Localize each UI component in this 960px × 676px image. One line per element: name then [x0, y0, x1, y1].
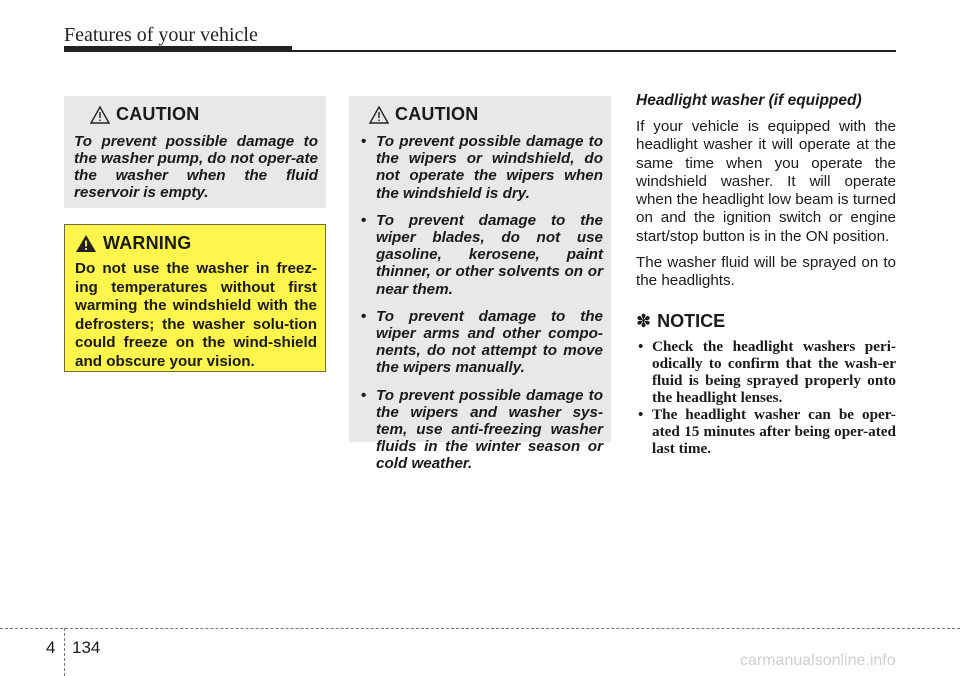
- caution-title: [74, 104, 318, 125]
- warning-title: [75, 233, 317, 254]
- caution-triangle-icon: [90, 106, 110, 124]
- header-rule: [64, 50, 896, 52]
- footer-rule: [0, 628, 960, 629]
- caution-list: [359, 133, 603, 473]
- notice-title: NOTICE: [657, 310, 726, 331]
- caution-title-middle: [359, 104, 603, 125]
- notice-list: [636, 338, 896, 457]
- caution-item: • To prevent possible damage to the wipers or windshield, do not operate the wipers when the windshield is dry.: [359, 133, 603, 202]
- notice-item: • The headlight washer can be oper-ated 15 minutes after being oper-ated last time.: [636, 406, 896, 457]
- caution-title-text: CAUTION: [395, 104, 479, 124]
- warning-title-text: WARNING: [103, 233, 192, 253]
- paragraph: The washer fluid will be sprayed on to the headlights.: [636, 254, 896, 290]
- section-heading: Headlight washer (if equipped): [636, 92, 862, 109]
- caution-item: • To prevent possible damage to the wipers and washer sys-tem, use anti-freezing washer fluids in the winter season or cold weather.: [359, 387, 603, 473]
- notice-star-icon: ✽: [636, 310, 652, 331]
- caution-title-text: CAUTION: [116, 104, 200, 124]
- warning-body: Do not use the washer in freez-ing temperatures without first warming the windshield with the defrosters; the washer solu-tion could freeze on the wind-shield and obscure your vision.: [75, 260, 317, 370]
- caution-body: To prevent possible damage to the washer pump, do not oper-ate the washer when the fluid reservoir is empty.: [74, 133, 318, 201]
- caution-triangle-icon: [369, 106, 389, 124]
- page-number: 134: [72, 638, 101, 657]
- headlight-washer-section: [636, 92, 896, 457]
- warning-box: [64, 224, 326, 372]
- warning-triangle-icon: [75, 234, 97, 253]
- paragraph: If your vehicle is equipped with the headlight washer it will operate at the same time when you operate the windshield washer. It will operate when the headlight low beam is turned on and the ignition switch or engine start/stop button is in the ON position.: [636, 118, 896, 245]
- caution-box-left: [64, 96, 326, 208]
- notice-heading: [636, 311, 896, 332]
- caution-item: • To prevent damage to the wiper blades, do not use gasoline, kerosene, paint thinner, or other solvents on or near them.: [359, 212, 603, 298]
- chapter-number: 4: [46, 638, 56, 657]
- footer-divider: [64, 628, 65, 676]
- notice-item: • Check the headlight washers peri-odically to confirm that the wash-er fluid is being sprayed properly onto the headlight lenses.: [636, 338, 896, 406]
- header-title: Features of your vehicle: [64, 24, 258, 46]
- caution-box-middle: [349, 96, 611, 473]
- watermark: carmanualsonline.info: [740, 652, 896, 669]
- caution-item: • To prevent damage to the wiper arms and other compo-nents, do not attempt to move the wipers manually.: [359, 308, 603, 377]
